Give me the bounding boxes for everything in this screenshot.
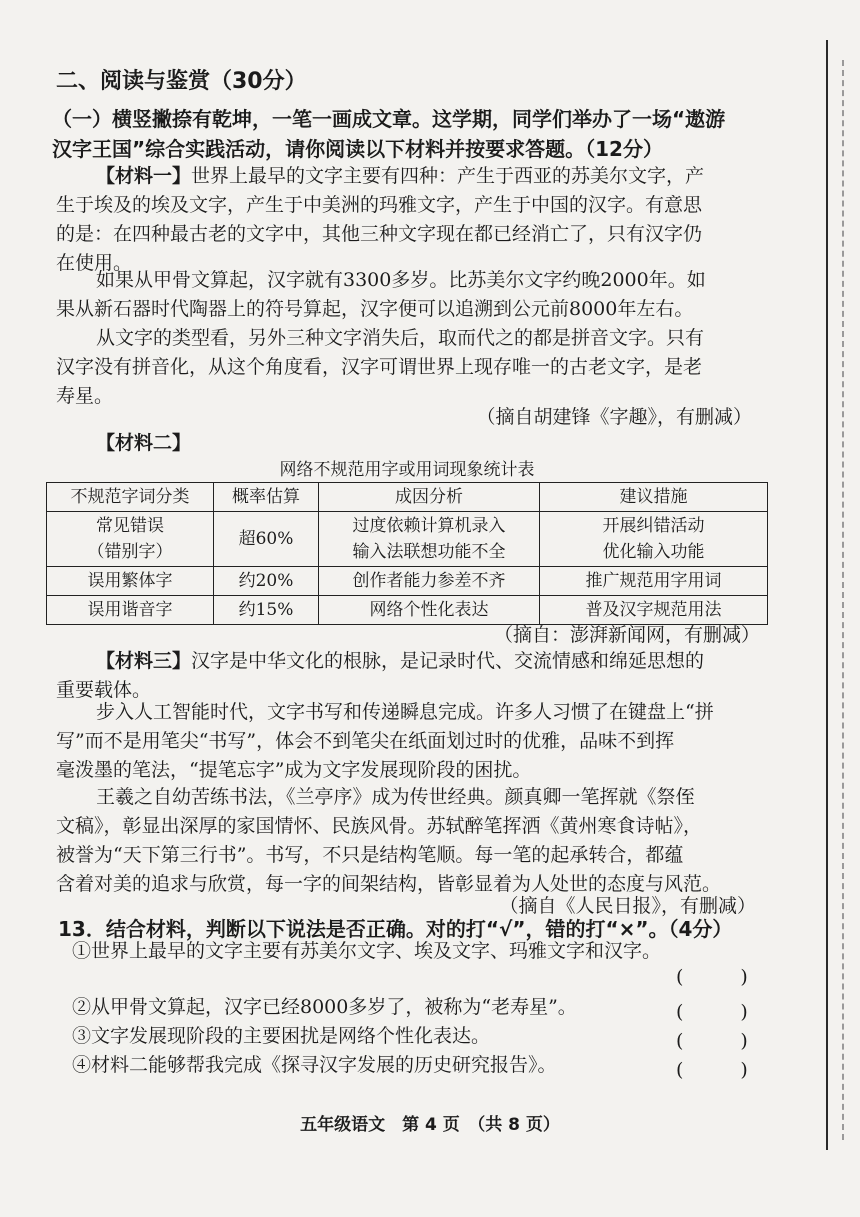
part1-intro-line1: （一）横竖撇捺有乾坤，一笔一画成文章。这学期，同学们举办了一场“遨游	[52, 107, 726, 131]
material1-paragraph2-line1: 如果从甲骨文算起，汉字就有3300多岁。比苏美尔文字约晚2000年。如	[96, 269, 706, 291]
cell-cause: 过度依赖计算机录入 输入法联想功能不全	[319, 512, 540, 567]
material1-paragraph1-line4: 在使用。	[56, 252, 133, 274]
material1-source: （摘自胡建锋《字趣》，有删减）	[476, 406, 752, 428]
material3-label: 【材料三】	[96, 650, 192, 672]
answer-blank-1[interactable]: ( )	[676, 966, 748, 988]
header-measure: 建议措施	[540, 483, 768, 512]
table-row	[47, 512, 768, 567]
material3-paragraph3-line2: 文稿》，彰显出深厚的家国情怀、民族风骨。苏轼醉笔挥洒《黄州寒食诗帖》，	[56, 815, 703, 837]
material1-paragraph1-line3: 的是：在四种最古老的文字中，其他三种文字现在都已经消亡了，只有汉字仍	[56, 223, 703, 245]
material3-paragraph1-line1: 【材料三】汉字是中华文化的根脉，是记录时代、交流情感和绵延思想的	[96, 650, 705, 672]
question13-item3: ③文字发展现阶段的主要困扰是网络个性化表达。	[72, 1025, 491, 1047]
question13-stem: 13．结合材料，判断以下说法是否正确。对的打“√”，错的打“×”。（4分）	[58, 917, 733, 941]
material3-paragraph3-line1: 王羲之自幼苦练书法，《兰亭序》成为传世经典。颜真卿一笔挥就《祭侄	[96, 786, 695, 808]
material1-paragraph3-line3: 寿星。	[56, 385, 114, 407]
question13-item4: ④材料二能够帮我完成《探寻汉字发展的历史研究报告》。	[72, 1054, 557, 1076]
statistics-table	[46, 482, 768, 625]
material3-paragraph2-line2: 写”而不是用笔尖“书写”，体会不到笔尖在纸面划过时的优雅，品味不到挥	[56, 730, 675, 752]
cell-measure: 普及汉字规范用法	[540, 596, 768, 625]
header-category: 不规范字词分类	[47, 483, 214, 512]
material1-paragraph3-line2: 汉字没有拼音化，从这个角度看，汉字可谓世界上现存唯一的古老文字，是老	[56, 356, 703, 378]
material3-paragraph3-line4: 含着对美的追求与欣赏，每一字的间架结构，皆彰显着为人处世的态度与风范。	[56, 873, 722, 895]
material3-paragraph2-line1: 步入人工智能时代，文字书写和传递瞬息完成。许多人习惯了在键盘上“拼	[96, 701, 714, 723]
table-title: 网络不规范用字或用词现象统计表	[279, 460, 535, 480]
cell-measure: 开展纠错活动 优化输入功能	[540, 512, 768, 567]
cell-measure: 推广规范用字用词	[540, 567, 768, 596]
cell-rate: 超60%	[214, 512, 319, 567]
cell-rate: 约15%	[214, 596, 319, 625]
material1-label: 【材料一】	[96, 165, 192, 187]
material3-paragraph3-line3: 被誉为“天下第三行书”。书写，不只是结构笔顺。每一笔的起承转合，都蕴	[56, 844, 684, 866]
page-footer: 五年级语文 第 4 页 （共 8 页）	[300, 1115, 560, 1135]
header-cause: 成因分析	[319, 483, 540, 512]
seal-dashed-line	[842, 60, 844, 1140]
part1-intro-line2: 汉字王国”综合实践活动，请你阅读以下材料并按要求答题。（12分）	[52, 137, 663, 161]
table-header-row	[47, 483, 768, 512]
cell-cause: 创作者能力参差不齐	[319, 567, 540, 596]
cell-category: 常见错误 （错别字）	[47, 512, 214, 567]
material1-paragraph1-line1: 【材料一】世界上最早的文字主要有四种：产生于西亚的苏美尔文字，产	[96, 165, 705, 187]
cell-category: 误用谐音字	[47, 596, 214, 625]
table-row	[47, 567, 768, 596]
material1-paragraph2-line2: 果从新石器时代陶器上的符号算起，汉字便可以追溯到公元前8000年左右。	[56, 298, 694, 320]
question13-item1: ①世界上最早的文字主要有苏美尔文字、埃及文字、玛雅文字和汉字。	[72, 940, 662, 962]
material3-paragraph2-line3: 毫泼墨的笔法，“提笔忘字”成为文字发展现阶段的困扰。	[56, 759, 532, 781]
question13-item2: ②从甲骨文算起，汉字已经8000多岁了，被称为“老寿星”。	[72, 996, 577, 1018]
section-title: 二、阅读与鉴赏（30分）	[56, 69, 307, 94]
answer-blank-2[interactable]: ( )	[676, 1001, 748, 1023]
material2-source: （摘自：澎湃新闻网，有删减）	[493, 624, 760, 646]
cell-rate: 约20%	[214, 567, 319, 596]
answer-blank-4[interactable]: ( )	[676, 1059, 748, 1081]
material2-label: 【材料二】	[96, 432, 192, 454]
material3-paragraph1-line2: 重要载体。	[56, 679, 152, 701]
header-rate: 概率估算	[214, 483, 319, 512]
material1-paragraph3-line1: 从文字的类型看，另外三种文字消失后，取而代之的都是拼音文字。只有	[96, 327, 705, 349]
cell-cause: 网络个性化表达	[319, 596, 540, 625]
material1-paragraph1-line2: 生于埃及的埃及文字，产生于中美洲的玛雅文字，产生于中国的汉字。有意思	[56, 194, 703, 216]
binding-line	[826, 40, 828, 1150]
cell-category: 误用繁体字	[47, 567, 214, 596]
answer-blank-3[interactable]: ( )	[676, 1030, 748, 1052]
material3-source: （摘自《人民日报》，有删减）	[499, 895, 756, 917]
